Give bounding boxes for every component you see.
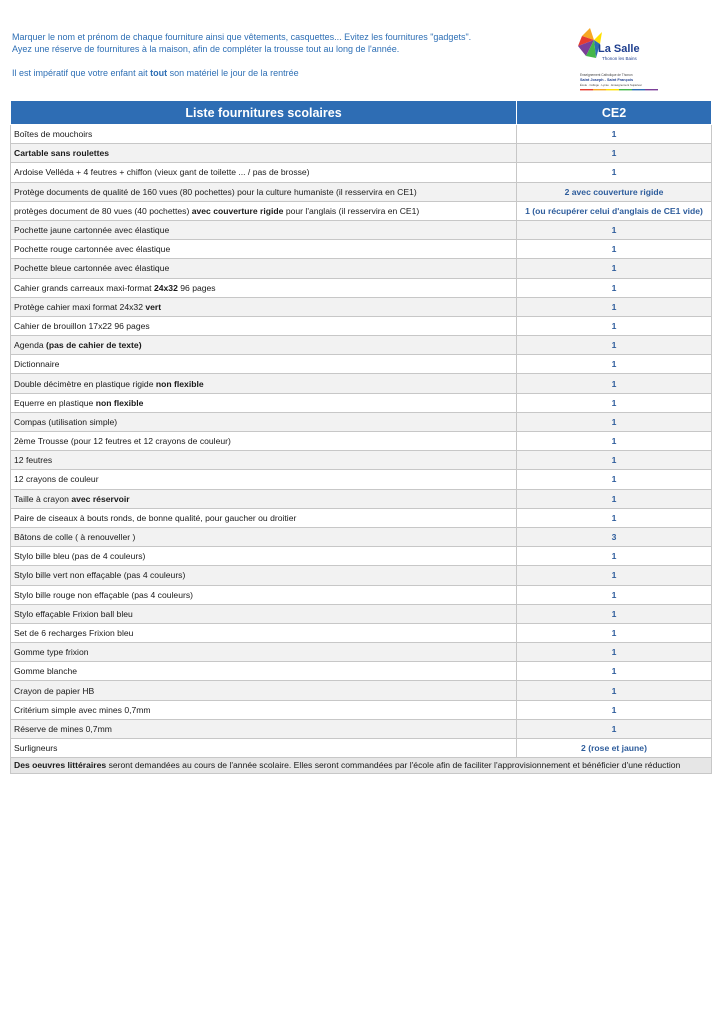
qty-cell: 1	[517, 451, 712, 470]
item-cell: Ardoise Velléda + 4 feutres + chiffon (vieux gant de toilette ... / pas de brosse)	[11, 163, 517, 182]
qty-cell: 1	[517, 144, 712, 163]
item-cell: Double décimètre en plastique rigide non flexible	[11, 374, 517, 393]
qty-cell: 1 (ou récupérer celui d'anglais de CE1 vide)	[517, 201, 712, 220]
color-bar	[580, 89, 658, 90]
table-row	[11, 700, 712, 719]
table-row	[11, 297, 712, 316]
table-row	[11, 125, 712, 144]
qty-cell: 2 avec couverture rigide	[517, 182, 712, 201]
qty-cell: 1	[517, 259, 712, 278]
svg-text:Saint Joseph - Saint François: Saint Joseph - Saint François	[580, 78, 634, 82]
table-row	[11, 259, 712, 278]
intro-line-1: Marquer le nom et prénom de chaque fourniture ainsi que vêtements, casquettes... Evitez les fournitures "gadgets".	[12, 32, 472, 42]
item-cell: Crayon de papier HB	[11, 681, 517, 700]
item-cell: Stylo bille vert non effaçable (pas 4 couleurs)	[11, 566, 517, 585]
item-cell: protèges document de 80 vues (40 pochettes) avec couverture rigide pour l'anglais (il resservira en CE1)	[11, 201, 517, 220]
qty-cell: 1	[517, 297, 712, 316]
item-cell: Pochette bleue cartonnée avec élastique	[11, 259, 517, 278]
item-cell: Protège documents de qualité de 160 vues (80 pochettes) pour la culture humaniste (il resservira en CE1)	[11, 182, 517, 201]
item-cell: Protège cahier maxi format 24x32 vert	[11, 297, 517, 316]
item-cell: Agenda (pas de cahier de texte)	[11, 336, 517, 355]
table-row	[11, 623, 712, 642]
qty-cell: 1	[517, 412, 712, 431]
item-cell: Equerre en plastique non flexible	[11, 393, 517, 412]
qty-cell: 1	[517, 700, 712, 719]
qty-cell: 1	[517, 662, 712, 681]
item-cell: Bâtons de colle ( à renouveller )	[11, 527, 517, 546]
qty-cell: 1	[517, 278, 712, 297]
qty-cell: 1	[517, 643, 712, 662]
table-row	[11, 585, 712, 604]
header-qty: CE2	[517, 101, 712, 125]
qty-cell: 1	[517, 508, 712, 527]
table-row	[11, 144, 712, 163]
supplies-table	[10, 100, 712, 774]
svg-text:Enseignement Catholique de Tho: Enseignement Catholique de Thonon	[580, 73, 633, 77]
item-cell: Cahier de brouillon 17x22 96 pages	[11, 316, 517, 335]
table-row	[11, 278, 712, 297]
qty-cell: 1	[517, 220, 712, 239]
intro-line-2: Ayez une réserve de fournitures à la maison, afin de compléter la trousse tout au long de l'année.	[12, 43, 400, 54]
table-row	[11, 182, 712, 201]
table-row	[11, 220, 712, 239]
table-row	[11, 355, 712, 374]
header-item: Liste fournitures scolaires	[11, 101, 517, 125]
qty-cell: 1	[517, 623, 712, 642]
item-cell: 2ème Trousse (pour 12 feutres et 12 crayons de couleur)	[11, 432, 517, 451]
qty-cell: 1	[517, 432, 712, 451]
qty-cell: 1	[517, 393, 712, 412]
item-cell: Compas (utilisation simple)	[11, 412, 517, 431]
intro-line-3-end: son matériel le jour de la rentrée	[167, 68, 299, 78]
item-cell: Cartable sans roulettes	[11, 144, 517, 163]
qty-cell: 1	[517, 719, 712, 738]
qty-cell: 1	[517, 125, 712, 144]
table-row	[11, 451, 712, 470]
table-row	[11, 547, 712, 566]
table-row	[11, 739, 712, 758]
qty-cell: 1	[517, 374, 712, 393]
item-cell: Gomme type frixion	[11, 643, 517, 662]
qty-cell: 1	[517, 547, 712, 566]
table-row	[11, 412, 712, 431]
svg-text:École · Collège · Lycée · Ense: École · Collège · Lycée · Enseignement Supérieur	[580, 83, 643, 87]
qty-cell: 1	[517, 489, 712, 508]
item-cell: 12 feutres	[11, 451, 517, 470]
qty-cell: 2 (rose et jaune)	[517, 739, 712, 758]
svg-text:La Salle: La Salle	[598, 43, 640, 55]
table-row	[11, 336, 712, 355]
item-cell: Critérium simple avec mines 0,7mm	[11, 700, 517, 719]
table-row	[11, 489, 712, 508]
qty-cell: 1	[517, 316, 712, 335]
table-row	[11, 719, 712, 738]
table-row	[11, 393, 712, 412]
item-cell: Pochette rouge cartonnée avec élastique	[11, 240, 517, 259]
svg-text:Thonon les Bains: Thonon les Bains	[602, 56, 637, 61]
table-row	[11, 240, 712, 259]
la-salle-logo	[574, 26, 662, 96]
table-row	[11, 470, 712, 489]
note-row	[11, 758, 712, 774]
table-row	[11, 374, 712, 393]
item-cell: Dictionnaire	[11, 355, 517, 374]
table-row	[11, 604, 712, 623]
item-cell: 12 crayons de couleur	[11, 470, 517, 489]
table-header	[11, 101, 712, 125]
item-cell: Gomme blanche	[11, 662, 517, 681]
item-cell: Paire de ciseaux à bouts ronds, de bonne qualité, pour gaucher ou droitier	[11, 508, 517, 527]
item-cell: Pochette jaune cartonnée avec élastique	[11, 220, 517, 239]
item-cell: Stylo effaçable Frixion ball bleu	[11, 604, 517, 623]
item-cell: Stylo bille bleu (pas de 4 couleurs)	[11, 547, 517, 566]
table-row	[11, 643, 712, 662]
table-row	[11, 662, 712, 681]
note-cell: Des oeuvres littéraires seront demandées au cours de l'année scolaire. Elles seront commandées par l'école afin de faciliter l'approvisionnement et bénéficier d'une réduction	[11, 758, 712, 774]
table-row	[11, 566, 712, 585]
table-row	[11, 163, 712, 182]
table-row	[11, 432, 712, 451]
qty-cell: 1	[517, 585, 712, 604]
qty-cell: 1	[517, 240, 712, 259]
qty-cell: 1	[517, 604, 712, 623]
qty-cell: 1	[517, 163, 712, 182]
intro-line-3-bold: tout	[150, 68, 168, 78]
qty-cell: 1	[517, 681, 712, 700]
intro-text	[12, 32, 552, 80]
qty-cell: 3	[517, 527, 712, 546]
item-cell: Taille à crayon avec réservoir	[11, 489, 517, 508]
intro-line-3-start: Il est impératif que votre enfant ait	[12, 68, 151, 78]
table-row	[11, 527, 712, 546]
qty-cell: 1	[517, 470, 712, 489]
item-cell: Réserve de mines 0,7mm	[11, 719, 517, 738]
table-row	[11, 201, 712, 220]
item-cell: Stylo bille rouge non effaçable (pas 4 couleurs)	[11, 585, 517, 604]
table-row	[11, 508, 712, 527]
intro-line-3	[12, 68, 552, 80]
item-cell: Surligneurs	[11, 739, 517, 758]
qty-cell: 1	[517, 566, 712, 585]
qty-cell: 1	[517, 336, 712, 355]
table-row	[11, 681, 712, 700]
table-row	[11, 316, 712, 335]
qty-cell: 1	[517, 355, 712, 374]
item-cell: Cahier grands carreaux maxi-format 24x32 96 pages	[11, 278, 517, 297]
item-cell: Set de 6 recharges Frixion bleu	[11, 623, 517, 642]
item-cell: Boîtes de mouchoirs	[11, 125, 517, 144]
